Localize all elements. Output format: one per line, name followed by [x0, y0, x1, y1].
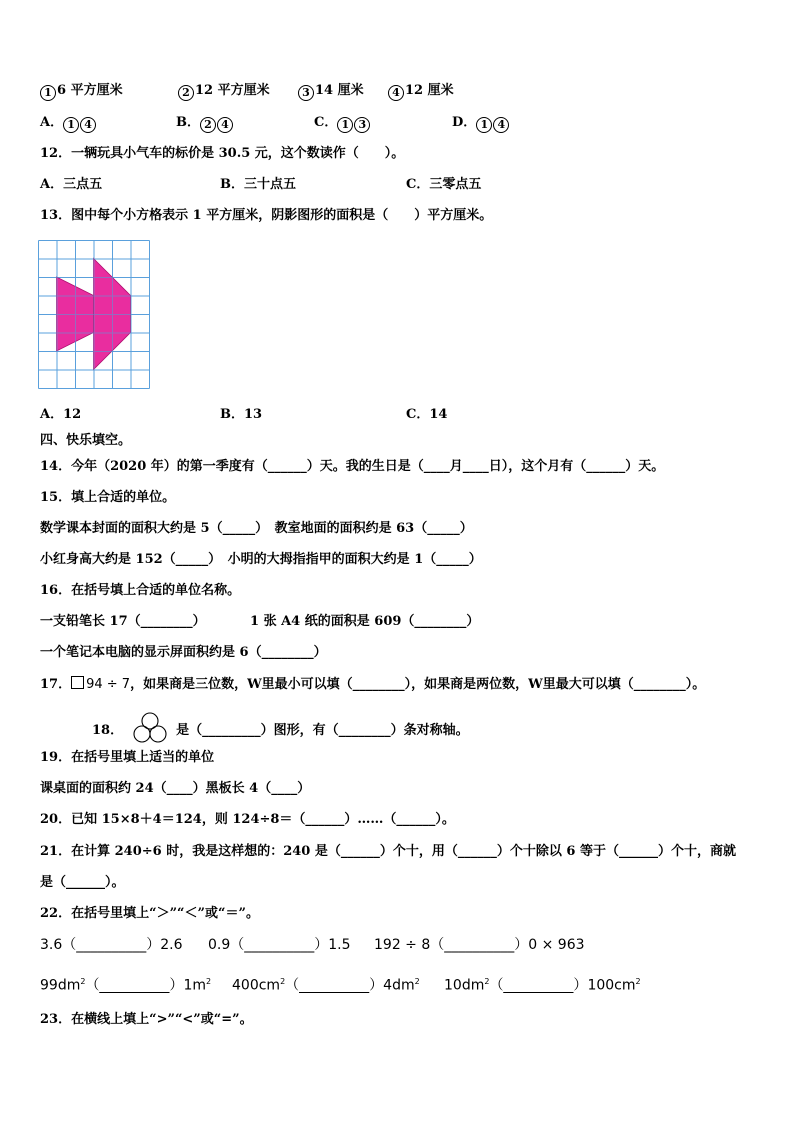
q19-line-1: 课桌面的面积约 24（____）黑板长 4（____）	[40, 781, 311, 796]
q11-item-4: 4 12 厘米	[388, 82, 454, 101]
circled-number: 1	[40, 85, 56, 101]
q16-stem: 16．在括号填上合适的单位名称。	[40, 583, 241, 598]
circled-number: 4	[388, 85, 404, 101]
q13-option-c[interactable]: C．14	[406, 407, 448, 422]
q12-stem: 12．一辆玩具小气车的标价是 30.5 元，这个数读作（ ）。	[40, 146, 405, 161]
circled-number: 3	[298, 85, 314, 101]
q22-compare-5: $400cm^2(\_\_\_\_\_\_\_\_\_\_)4dm^2$	[232, 977, 420, 994]
q22-compare-2: 0.9（__________）1.5	[208, 937, 351, 953]
three-circles-icon	[132, 712, 168, 744]
q12-option-c[interactable]: C．三零点五	[406, 177, 482, 192]
q11-item-1: 1 6 平方厘米	[40, 82, 123, 101]
q19-stem: 19．在括号里填上适当的单位	[40, 750, 215, 765]
q13-option-b[interactable]: B．13	[220, 407, 263, 422]
q22-compare-1: 3.6（__________）2.6	[40, 937, 183, 953]
q11-item-3: 3 14 厘米	[298, 82, 364, 101]
q15-stem: 15．填上合适的单位。	[40, 490, 176, 505]
q15-line-1: 数学课本封面的面积大约是 5（_____） 教室地面的面积约是 63（_____）	[40, 521, 473, 536]
q18-text: 18． 是（_________）图形，有（________）条对称轴。	[92, 712, 469, 744]
circled-number: 2	[178, 85, 194, 101]
q16-line-1b: 1 张 A4 纸的面积是 609（________）	[250, 614, 480, 629]
q15-line-2: 小红身高大约是 152（_____） 小明的大拇指指甲的面积大约是 1（_____）	[40, 552, 482, 567]
q11-option-b[interactable]: B． 2 4	[176, 114, 234, 133]
shaded-grid-figure	[38, 240, 152, 390]
q23-stem: 23．在横线上填上“>”“<”或“=”。	[40, 1012, 253, 1027]
q22-compare-4: $99dm^2(\_\_\_\_\_\_\_\_\_\_)1m^2$	[40, 977, 212, 994]
blank-box-icon	[71, 676, 84, 689]
q11-item-2: 2 12 平方厘米	[178, 82, 270, 101]
grid-lines-overlay	[39, 241, 150, 389]
q20-text: 20．已知 15×8＋4＝124，则 124÷8＝（______）……（______）。	[40, 812, 455, 827]
section-heading: 四、快乐填空。	[40, 433, 132, 448]
q11-option-d[interactable]: D． 1 4	[452, 114, 510, 133]
q21-line-2: 是（______）。	[40, 875, 125, 890]
q13-option-a[interactable]: A．12	[40, 407, 82, 422]
q22-compare-6: $10dm^2(\_\_\_\_\_\_\_\_\_\_)100cm^2$	[444, 977, 641, 994]
q12-option-b[interactable]: B．三十点五	[220, 177, 296, 192]
q14-text: 14．今年（2020 年）的第一季度有（______）天。我的生日是（____月____日），这个月有（______）天。	[40, 459, 665, 474]
q16-line-2: 一个笔记本电脑的显示屏面积约是 6（________）	[40, 645, 327, 660]
q22-compare-3: 192 ÷ 8（__________）0 × 963	[374, 937, 585, 953]
q16-line-1a: 一支铅笔长 17（________）	[40, 614, 206, 629]
q22-stem: 22．在括号里填上“＞”“＜”或“＝”。	[40, 906, 259, 921]
q12-option-a[interactable]: A．三点五	[40, 177, 103, 192]
q21-line-1: 21．在计算 240÷6 时，我是这样想的：240 是（______）个十，用（______）个十除以 6 等于（______）个十，商就	[40, 844, 736, 859]
q11-option-c[interactable]: C． 1 3	[314, 114, 371, 133]
q11-option-a[interactable]: A． 1 4	[40, 114, 97, 133]
q17-text: 17． 94 ÷ 7，如果商是三位数，W里最小可以填（________），如果商是两位数，W里最大可以填（________）。	[40, 677, 706, 692]
q13-stem: 13．图中每个小方格表示 1 平方厘米，阴影图形的面积是（ ）平方厘米。	[40, 208, 493, 223]
